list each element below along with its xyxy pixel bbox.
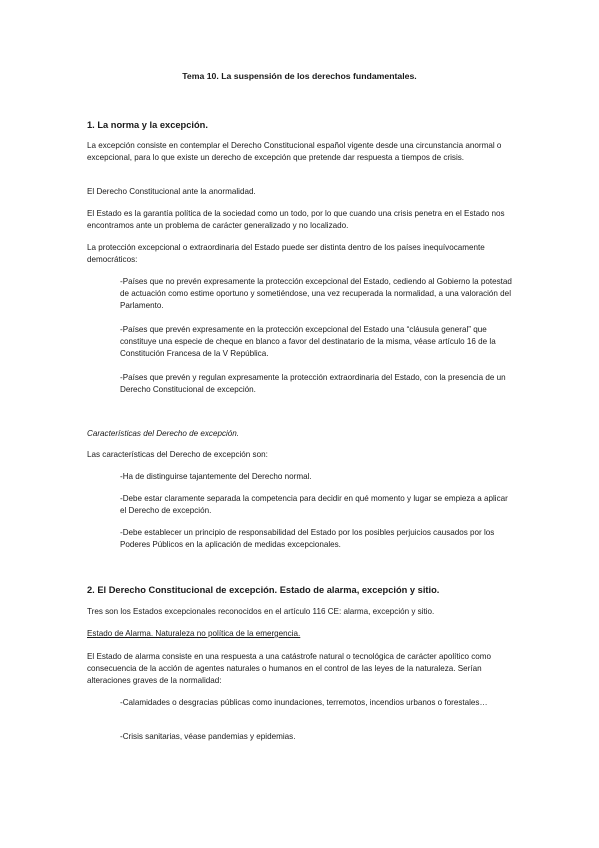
section-1-paragraph-3: El Estado es la garantía política de la sociedad como un todo, por lo que cuando una crisis penetra en el Estado nos encontramos ante un problema de carácter generalizado y no localizado. (87, 209, 505, 230)
section-1-paragraph-1: La excepción consiste en contemplar el Derecho Constitucional español vigente desde una circunstancia anormal o excepcional, para lo que existe un derecho de excepción que pretende dar respuesta a tiempos de crisis. (87, 141, 502, 162)
section-2-heading: 2. El Derecho Constitucional de excepción. Estado de alarma, excepción y sitio. (87, 585, 440, 595)
section-1-heading: 1. La norma y la excepción. (87, 120, 208, 130)
section-2-paragraph-1: Tres son los Estados excepcionales reconocidos en el artículo 116 CE: alarma, excepción y sitio. (87, 607, 435, 616)
document-title: Tema 10. La suspensión de los derechos fundamentales. (182, 71, 417, 81)
section-1-paragraph-4: La protección excepcional o extraordinaria del Estado puede ser distinta dentro de los países inequívocamente democráticos: (87, 243, 485, 264)
characteristic-1: -Ha de distinguirse tajantemente del Derecho normal. (120, 472, 312, 481)
section-1-bullet-1: -Países que no prevén expresamente la protección excepcional del Estado, cediendo al Gobierno la potestad de actuación como estime oportuno y sometiéndose, una vez recuperada la normalidad, a una valoración del Parlamento. (120, 277, 512, 310)
section-2-paragraph-2: El Estado de alarma consiste en una respuesta a una catástrofe natural o tecnológica de carácter apolítico como consecuencia de la acción de agentes naturales o humanos en el control de las leyes de la naturaleza. Serían alteraciones graves de la normalidad: (87, 652, 492, 685)
alarm-example-2: -Crisis sanitarias, véase pandemias y epidemias. (120, 732, 296, 741)
alarm-subheading: Estado de Alarma. Naturaleza no política de la emergencia. (87, 629, 301, 638)
section-1-paragraph-2: El Derecho Constitucional ante la anormalidad. (87, 187, 256, 196)
characteristic-2: -Debe estar claramente separada la competencia para decidir en qué momento y lugar se empieza a aplicar el Derecho de excepción. (120, 494, 508, 515)
characteristics-subheading: Características del Derecho de excepción. (87, 429, 240, 438)
characteristic-3: -Debe establecer un principio de responsabilidad del Estado por los posibles perjuicios causados por los Poderes Públicos en la aplicación de medidas excepcionales. (120, 528, 495, 549)
alarm-example-1: -Calamidades o desgracias públicas como inundaciones, terremotos, incendios urbanos o forestales… (120, 698, 488, 707)
characteristics-intro: Las características del Derecho de excepción son: (87, 450, 268, 459)
section-1-bullet-3: -Países que prevén y regulan expresamente la protección extraordinaria del Estado, con la presencia de un Derecho Constitucional de excepción. (120, 373, 506, 394)
section-1-bullet-2: -Países que prevén expresamente en la protección excepcional del Estado una “cláusula general” que constituye una especie de cheque en blanco a favor del destinatario de la misma, véase artículo 16 de la Constitución Francesa de la V República. (120, 325, 496, 358)
